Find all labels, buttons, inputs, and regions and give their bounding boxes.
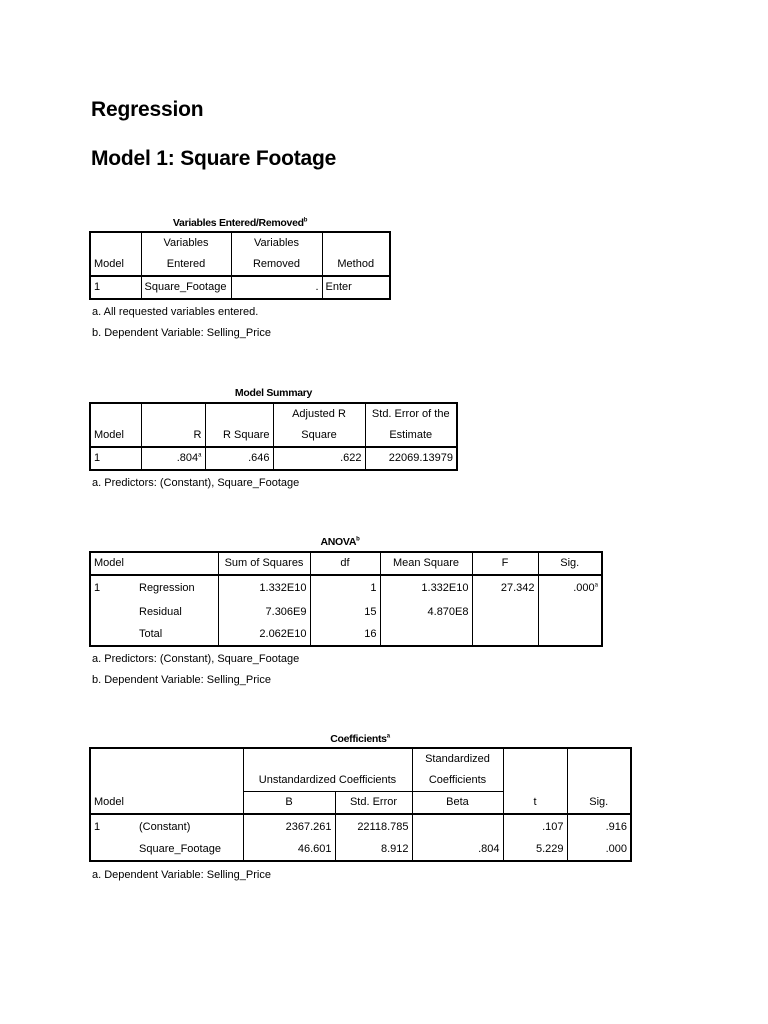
- model-summary-title: Model Summary: [234, 387, 313, 399]
- anova-title-sup: b: [356, 536, 360, 543]
- coefficients-table: [89, 747, 632, 862]
- header-t: t: [503, 792, 567, 815]
- footnote-dependent-variable: b. Dependent Variable: Selling_Price: [92, 327, 271, 339]
- header-variables-removed-line1: Variables: [231, 232, 322, 254]
- footnote-predictors: a. Predictors: (Constant), Square_Footage: [92, 477, 300, 489]
- table-header-row: [90, 232, 390, 254]
- cell-model: 1: [94, 582, 101, 594]
- cell-beta: .804: [412, 839, 503, 861]
- anova-title: [90, 536, 590, 548]
- table-row: [90, 814, 631, 839]
- header-cell-empty: [90, 232, 141, 254]
- header-cell-empty: [90, 770, 243, 792]
- header-b: B: [243, 792, 335, 815]
- cell-model: 1: [94, 281, 101, 293]
- header-model: Model: [90, 792, 243, 815]
- header-mean-square: Mean Square: [380, 552, 472, 575]
- cell-sig: .000: [567, 839, 631, 861]
- footnote-variables-entered: a. All requested variables entered.: [92, 306, 259, 318]
- cell-t: .107: [503, 814, 567, 839]
- cell-b: 2367.261: [243, 814, 335, 839]
- cell-predictor: (Constant): [139, 821, 191, 833]
- header-cell-empty: [322, 232, 390, 254]
- table-header-row: [90, 425, 457, 447]
- table-header-row: [90, 552, 602, 575]
- cell-source: Total: [139, 628, 163, 640]
- cell-t: 5.229: [503, 839, 567, 861]
- cell-model: 1: [94, 452, 101, 464]
- header-r-square: R Square: [205, 425, 273, 447]
- header-r: R: [141, 425, 205, 447]
- table-row: [90, 276, 390, 299]
- cell-f: [472, 624, 538, 646]
- header-std-error: Std. Error: [335, 792, 412, 815]
- anova-title-text: ANOVA: [320, 536, 357, 548]
- table-header-row: [90, 254, 390, 276]
- header-model: Model: [90, 552, 218, 575]
- header-standardized-line1: Standardized: [412, 748, 503, 770]
- section-heading-model-1: Model 1: Square Footage: [91, 147, 337, 170]
- cell-sig-footnote-marker: a: [594, 582, 598, 589]
- header-cell-empty: [243, 748, 412, 770]
- header-adjusted-r-square-line1: Adjusted R: [273, 403, 365, 425]
- cell-mean-square: [380, 624, 472, 646]
- cell-sum-of-squares: 1.332E10: [218, 575, 310, 600]
- header-cell-empty: [205, 403, 273, 425]
- header-cell-empty: [90, 748, 243, 770]
- cell-sig: [538, 600, 602, 624]
- header-beta: Beta: [412, 792, 503, 815]
- header-variables-entered-line2: Entered: [141, 254, 231, 276]
- header-cell-empty: [90, 403, 141, 425]
- table-header-row: [90, 792, 631, 815]
- header-variables-entered-line1: Variables: [141, 232, 231, 254]
- coefficients-title-text: Coefficients: [330, 733, 387, 745]
- table-header-row: [90, 403, 457, 425]
- cell-f: 27.342: [472, 575, 538, 600]
- table-header-row: [90, 748, 631, 770]
- table-row: [90, 624, 602, 646]
- cell-df: 15: [310, 600, 380, 624]
- table-row: [90, 839, 631, 861]
- cell-r-footnote-marker: a: [198, 452, 202, 459]
- model-summary-table: [89, 402, 458, 471]
- cell-df: 1: [310, 575, 380, 600]
- header-unstandardized-coefficients: Unstandardized Coefficients: [243, 770, 412, 792]
- variables-entered-removed-table: [89, 231, 391, 300]
- cell-predictor: Square_Footage: [139, 843, 221, 855]
- section-heading-regression: Regression: [91, 98, 204, 121]
- cell-source: Regression: [139, 582, 195, 594]
- cell-r-square: .646: [205, 447, 273, 470]
- cell-sig: [538, 575, 602, 600]
- cell-std-error: 8.912: [335, 839, 412, 861]
- header-cell-empty: [567, 770, 631, 792]
- header-sig: Sig.: [567, 792, 631, 815]
- footnote-dependent-variable: a. Dependent Variable: Selling_Price: [92, 869, 271, 881]
- table-header-row: [90, 770, 631, 792]
- header-standardized-line2: Coefficients: [412, 770, 503, 792]
- cell-mean-square: 4.870E8: [380, 600, 472, 624]
- cell-model: 1: [94, 821, 101, 833]
- header-sum-of-squares: Sum of Squares: [218, 552, 310, 575]
- header-sig: Sig.: [538, 552, 602, 575]
- header-std-error-line2: Estimate: [365, 425, 457, 447]
- variables-entered-removed-title: [90, 217, 390, 229]
- cell-b: 46.601: [243, 839, 335, 861]
- header-std-error-line1: Std. Error of the: [365, 403, 457, 425]
- header-cell-empty: [567, 748, 631, 770]
- cell-std-error: 22118.785: [335, 814, 412, 839]
- cell-f: [472, 600, 538, 624]
- footnote-dependent-variable: b. Dependent Variable: Selling_Price: [92, 674, 271, 686]
- cell-sum-of-squares: 7.306E9: [218, 600, 310, 624]
- cell-r-value: .804: [176, 452, 199, 464]
- coefficients-title: [90, 733, 630, 745]
- coefficients-title-sup: a: [386, 733, 390, 740]
- cell-sig: .916: [567, 814, 631, 839]
- header-adjusted-r-square-line2: Square: [273, 425, 365, 447]
- cell-df: 16: [310, 624, 380, 646]
- header-cell-empty: [503, 748, 567, 770]
- table-row: [90, 600, 602, 624]
- header-model: Model: [90, 254, 141, 276]
- cell-sum-of-squares: 2.062E10: [218, 624, 310, 646]
- header-cell-empty: [141, 403, 205, 425]
- cell-beta: [412, 814, 503, 839]
- cell-variables-entered: Square_Footage: [141, 276, 231, 299]
- cell-std-error-estimate: 22069.13979: [365, 447, 457, 470]
- variables-entered-removed-title-sup: b: [303, 217, 308, 224]
- cell-method: Enter: [322, 276, 390, 299]
- cell-sig-value: .000: [573, 582, 595, 594]
- cell-r: [141, 447, 205, 470]
- cell-adjusted-r-square: .622: [273, 447, 365, 470]
- table-row: [90, 447, 457, 470]
- cell-mean-square: 1.332E10: [380, 575, 472, 600]
- variables-entered-removed-title-text: Variables Entered/Removed: [172, 217, 304, 229]
- header-df: df: [310, 552, 380, 575]
- header-cell-empty: [503, 770, 567, 792]
- cell-sig: [538, 624, 602, 646]
- anova-table: [89, 551, 603, 647]
- cell-source: Residual: [139, 606, 182, 618]
- header-f: F: [472, 552, 538, 575]
- header-variables-removed-line2: Removed: [231, 254, 322, 276]
- header-model: Model: [90, 425, 141, 447]
- footnote-predictors: a. Predictors: (Constant), Square_Footage: [92, 653, 300, 665]
- table-row: [90, 575, 602, 600]
- cell-variables-removed: .: [231, 276, 322, 299]
- header-method: Method: [322, 254, 390, 276]
